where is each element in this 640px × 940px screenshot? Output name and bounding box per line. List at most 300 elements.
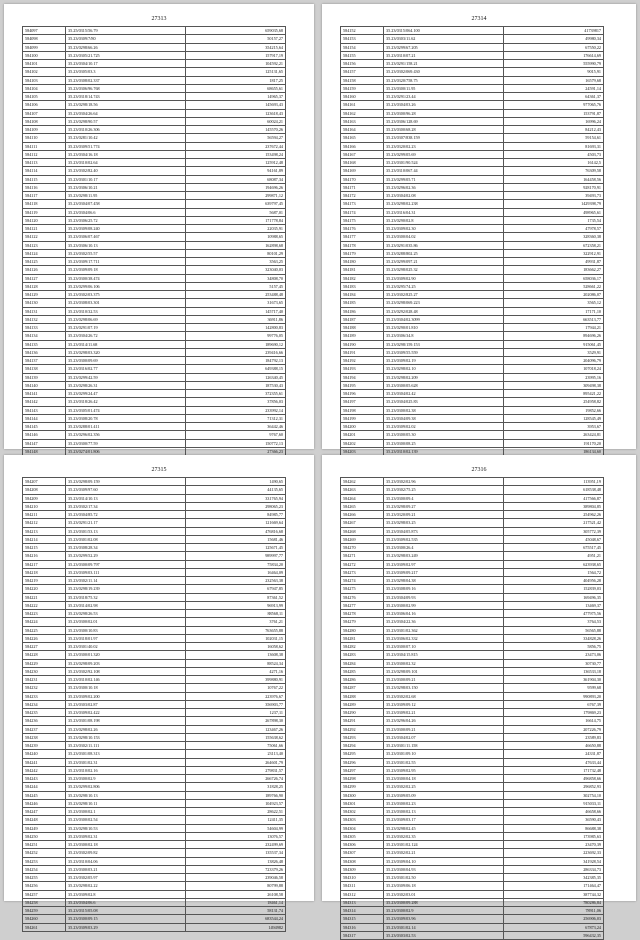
row-number-cell: 584292 [341,725,384,733]
amount-cell: 596432,35 [504,931,604,939]
code-cell: 35.23/0291/035.86 [384,241,504,249]
amount-cell: 672358,21 [504,241,604,249]
amount-cell: 309498,38 [504,381,604,389]
row-number-cell: 584275 [341,585,384,593]
code-cell: 35.23/0300/05.628 [384,381,504,389]
amount-cell: 989997,77 [186,552,286,560]
code-cell: 35.23/0296/02.36 [384,183,504,191]
table-row [341,552,604,560]
code-cell: 35.23/0302/75.25 [384,486,504,494]
table-row [341,249,604,257]
code-cell: 35.23/0300/02.13 [384,808,504,816]
row-number-cell: 584265 [341,502,384,510]
code-cell: 35.23/0304/85.72 [66,511,186,519]
code-cell: 35.23/0309/03.29 [66,923,186,931]
table-row [23,258,286,266]
amount-cell: 31673,65 [186,299,286,307]
code-cell: 35.23/0300/05.30 [384,431,504,439]
row-number-cell: 584213 [23,527,66,535]
row-number-cell: 584101 [23,60,66,68]
amount-cell: 1429398,79 [504,200,604,208]
amount-cell: 302754,10 [504,791,604,799]
amount-cell: 1564,72 [504,568,604,576]
code-cell: 35.23/0300/02.38 [384,406,504,414]
row-number-cell: 584315 [341,915,384,923]
table-row [341,577,604,585]
table-row [341,511,604,519]
row-number-cell: 584244 [23,783,66,791]
table-row [23,159,286,167]
row-number-cell: 584104 [23,84,66,92]
row-number-cell: 584123 [23,241,66,249]
row-number-cell: 584134 [23,332,66,340]
table-row [341,733,604,741]
row-number-cell: 584175 [341,216,384,224]
code-cell: 35.23/0304/15.815 [384,651,504,659]
code-cell: 35.23/0310/04.06 [66,857,186,865]
code-cell: 35.23/0310/32.53 [66,307,186,315]
code-cell: 35.23/0309/03.17 [384,816,504,824]
amount-cell: 128545,49 [504,414,604,422]
row-number-cell: 584200 [341,423,384,431]
table-row [341,717,604,725]
table-row [23,486,286,494]
row-number-cell: 584167 [341,150,384,158]
code-cell: 35.23/0309/7/80 [66,35,186,43]
table-row [23,225,286,233]
row-number-cell: 584305 [341,832,384,840]
amount-cell: 36911,86 [186,315,286,323]
row-number-cell: 584178 [341,241,384,249]
code-cell: 35.23/0304/02.3099 [384,315,504,323]
code-cell: 35.23/0301/11.158 [384,742,504,750]
amount-cell: 659035,68 [186,27,286,35]
code-cell: 35.23/0301/02.55 [384,758,504,766]
table-row [23,101,286,109]
amount-cell: 334828,26 [504,634,604,642]
row-number-cell: 584098 [23,35,66,43]
amount-cell: 928170,91 [504,183,604,191]
code-cell: 35.23/0301/02.362 [384,626,504,634]
code-cell: 35.23/0300/02.54 [66,816,186,824]
code-cell: 35.23/0301/08.313 [66,750,186,758]
table-row [341,365,604,373]
code-cell: 35.23/0304/02.42 [384,390,504,398]
row-number-cell: 584294 [341,742,384,750]
page-title: 27315 [151,467,167,473]
amount-cell: 153791,87 [504,109,604,117]
row-number-cell: 584306 [341,841,384,849]
row-number-cell: 584148 [23,447,66,455]
table-row [23,709,286,717]
code-cell: 35.23/0304/06.6 [66,898,186,906]
amount-cell: 84985,77 [186,511,286,519]
amount-cell: 60024,21 [186,117,286,125]
table-row [23,667,286,675]
amount-cell: 723379,26 [186,865,286,873]
row-number-cell: 584242 [23,766,66,774]
row-number-cell: 584147 [23,439,66,447]
amount-cell: 223976,67 [186,692,286,700]
amount-cell: 4271,16 [186,667,286,675]
table-row [23,610,286,618]
row-number-cell: 584107 [23,109,66,117]
table-row [341,60,604,68]
code-cell: 35.23/0302/03.375 [66,291,186,299]
amount-cell: 223692,33 [504,849,604,857]
code-cell: 35.23/0300/02.1 [66,808,186,816]
row-number-cell: 584237 [23,725,66,733]
code-cell: 35.23/0310/02.139 [384,447,504,455]
code-cell: 35.23/0298/06.69 [66,315,186,323]
code-cell: 35.23/0306/04.16 [384,610,504,618]
amount-cell: 915033,11 [504,799,604,807]
amount-cell: 23589,83 [504,733,604,741]
code-cell: 35.23/0304/26.64 [66,109,186,117]
table-row [23,241,286,249]
table-row [23,593,286,601]
amount-cell: 64361,37 [504,93,604,101]
row-number-cell: 584247 [23,808,66,816]
table-row [23,700,286,708]
table-row [341,742,604,750]
row-number-cell: 584197 [341,398,384,406]
amount-cell: 56565,88 [504,626,604,634]
row-number-cell: 584214 [23,535,66,543]
table-row [341,216,604,224]
table-row [23,208,286,216]
row-number-cell: 584289 [341,700,384,708]
code-cell: 35.23/0298/02.209 [384,373,504,381]
table-row [23,552,286,560]
row-number-cell: 584300 [341,791,384,799]
table-row [341,643,604,651]
amount-cell: 37856,03 [186,398,286,406]
code-cell: 35.23/0300/02.32 [384,659,504,667]
amount-cell: 16614,75 [504,717,604,725]
table-row [341,43,604,51]
code-cell: 35.23/0298/02.22 [66,882,186,890]
code-cell: 35.23/0304/09.38 [384,414,504,422]
table-row [341,882,604,890]
row-number-cell: 584106 [23,101,66,109]
code-cell: 35.23/0300/09.4 [384,494,504,502]
code-cell: 35.23/0291/23.44 [384,93,504,101]
table-row [341,241,604,249]
table-row [341,357,604,365]
table-row [341,898,604,906]
amount-cell: 13826,48 [186,857,286,865]
code-cell: 35.23/0304/02.08 [384,192,504,200]
code-cell: 35.23/0298/90.57 [66,117,186,125]
table-row [23,907,286,915]
amount-cell: 36442,46 [186,423,286,431]
row-number-cell: 584191 [341,348,384,356]
code-cell: 35.23/0281/10.42 [66,134,186,142]
table-row [23,775,286,783]
code-cell: 35.23/0300/02.18 [66,841,186,849]
amount-cell: 121669,64 [186,519,286,527]
code-cell: 35.23/0303/02.53 [384,931,504,939]
code-cell: 35.23/0298/03.25 [384,519,504,527]
row-number-cell: 584138 [23,365,66,373]
table-row [23,692,286,700]
code-cell: 35.23/0298/09.159 [66,478,186,486]
amount-cell: 239046,58 [186,874,286,882]
amount-cell: 477975,56 [504,610,604,618]
code-cell: 35.23/0298/025.32 [384,266,504,274]
table-row [341,414,604,422]
code-cell: 35.23/0304/16.18 [66,150,186,158]
code-cell: 35.23/0301/02.08 [66,535,186,543]
row-number-cell: 584172 [341,192,384,200]
amount-cell: 658036,17 [504,274,604,282]
amount-cell: 894696,26 [504,332,604,340]
amount-cell: 155638,62 [186,733,286,741]
row-number-cell: 584308 [341,857,384,865]
code-cell: 35.23/0300/01.320 [66,651,186,659]
amount-cell: 23113,40 [186,750,286,758]
table-row [23,274,286,282]
amount-cell: 528661,22 [504,282,604,290]
row-number-cell: 584250 [23,832,66,840]
table-row [341,560,604,568]
code-cell: 35.23/0300/02.01 [66,618,186,626]
code-cell: 35.23/0299/52.29 [66,552,186,560]
row-number-cell: 584171 [341,183,384,191]
code-cell: 35.23/0305/03.3 [66,68,186,76]
code-cell: 35.23/0310/07.21 [384,51,504,59]
row-number-cell: 584264 [341,494,384,502]
amount-cell: 10767,22 [186,684,286,692]
row-number-cell: 584230 [23,667,66,675]
table-row [23,76,286,84]
data-table [22,26,286,481]
row-number-cell: 584188 [341,324,384,332]
amount-cell: 187530,43 [186,381,286,389]
amount-cell: 323040,03 [186,266,286,274]
row-number-cell: 584268 [341,527,384,535]
row-number-cell: 584114 [23,167,66,175]
amount-cell: 5157,45 [186,282,286,290]
amount-cell: 9599,68 [504,684,604,692]
table-row [341,519,604,527]
table-row [341,618,604,626]
table-row [23,618,286,626]
row-number-cell: 584208 [23,486,66,494]
table-row [23,381,286,389]
code-cell: 35.23/0299/24.47 [66,390,186,398]
table-row [341,117,604,125]
code-cell: 35.23/0309/09.12 [384,700,504,708]
row-number-cell: 584245 [23,791,66,799]
amount-cell: 342385,35 [504,874,604,882]
table-row [341,150,604,158]
table-row [341,709,604,717]
table-row [23,175,286,183]
code-cell: 35.23/0309/08.240 [66,225,186,233]
amount-cell: 164458,56 [504,175,604,183]
row-number-cell: 584160 [341,93,384,101]
code-cell: 35.23/0309/02.30 [384,225,504,233]
code-cell: 35.23/0302/069.430 [384,68,504,76]
code-cell: 35.23/0298/19.239 [66,585,186,593]
row-number-cell: 584277 [341,601,384,609]
table-row [23,142,286,150]
row-number-cell: 584248 [23,816,66,824]
row-number-cell: 584102 [23,68,66,76]
code-cell: 35.23/0298/03.150 [384,684,504,692]
amount-cell: 123618,43 [186,109,286,117]
table-row [341,502,604,510]
row-number-cell: 584216 [23,552,66,560]
row-number-cell: 584252 [23,849,66,857]
table-row [341,183,604,191]
table-row [23,233,286,241]
amount-cell: 107018,24 [504,365,604,373]
row-number-cell: 584249 [23,824,66,832]
code-cell: 35.23/0308/02.337 [66,76,186,84]
amount-cell: 50157,27 [186,35,286,43]
code-cell: 35.23/0304/22.36 [384,618,504,626]
row-number-cell: 584137 [23,357,66,365]
table-row [23,535,286,543]
amount-cell: 16142,5 [504,159,604,167]
code-cell: 35.23/0302/05.97 [66,874,186,882]
row-number-cell: 584290 [341,709,384,717]
row-number-cell: 584212 [23,519,66,527]
row-number-cell: 584169 [341,167,384,175]
table-row [23,544,286,552]
row-number-cell: 584221 [23,593,66,601]
table-row [341,76,604,84]
amount-cell: 253488,48 [186,291,286,299]
code-cell: 35.23/0298/069.223 [384,299,504,307]
row-number-cell: 584227 [23,643,66,651]
table-row [341,315,604,323]
code-cell: 35.23/0298/10.13 [66,791,186,799]
table-row [341,266,604,274]
amount-cell: 895421,22 [504,390,604,398]
table-row [23,898,286,906]
code-cell: 35.23/0302/03.01 [384,890,504,898]
table-row [23,43,286,51]
table-row [23,183,286,191]
code-cell: 35.23/0309/97.60 [66,486,186,494]
row-number-cell: 584210 [23,502,66,510]
table-row [23,857,286,865]
code-cell: 35.23/0318/14.743 [66,93,186,101]
code-cell: 35.23/0318/01.97 [66,634,186,642]
amount-cell: 142800,83 [186,324,286,332]
table-row [23,750,286,758]
amount-cell: 256906,03 [504,915,604,923]
row-number-cell: 584131 [23,307,66,315]
amount-cell: 152839,03 [504,585,604,593]
row-number-cell: 584141 [23,390,66,398]
amount-cell: 186134,60 [504,447,604,455]
table-row [23,783,286,791]
amount-cell: 780286,84 [504,898,604,906]
table-row [341,667,604,675]
amount-cell: 104923,57 [186,799,286,807]
row-number-cell: 584240 [23,750,66,758]
code-cell: 35.23/0304/10.17 [66,60,186,68]
row-number-cell: 584192 [341,357,384,365]
table-row [341,857,604,865]
amount-cell: 191170,20 [504,439,604,447]
row-number-cell: 584177 [341,233,384,241]
code-cell: 35.23/0300/02.23 [384,799,504,807]
row-number-cell: 584184 [341,291,384,299]
row-number-cell: 584158 [341,76,384,84]
amount-cell: 322912,91 [504,249,604,257]
table-row [341,134,604,142]
row-number-cell: 584154 [341,43,384,51]
amount-cell: 217521,42 [504,519,604,527]
row-number-cell: 584183 [341,282,384,290]
amount-cell: 4951,21 [504,552,604,560]
amount-cell: 305772,39 [504,527,604,535]
code-cell: 35.23/0309/02.422 [66,709,186,717]
table-row [341,626,604,634]
table-row [341,142,604,150]
row-number-cell: 584116 [23,183,66,191]
amount-cell: 10988,65 [186,233,286,241]
table-row [341,915,604,923]
table-row [23,134,286,142]
code-cell: 35.23/0299/67.205 [384,43,504,51]
code-cell: 35.23/0301/02.31 [66,758,186,766]
table-row [23,299,286,307]
data-table [340,26,604,481]
table-row [23,27,286,35]
code-cell: 35.23/0307/838.159 [384,134,504,142]
row-number-cell: 584203 [341,447,384,455]
table-row [341,816,604,824]
amount-cell: 331765,94 [186,494,286,502]
table-row [23,324,286,332]
code-cell: 35.23/0309/51.774 [66,142,186,150]
code-cell: 35.23/0300/04.02 [384,233,504,241]
code-cell: 35.23/0302/11.14 [66,577,186,585]
amount-cell: 54604,99 [186,824,286,832]
table-row [341,634,604,642]
code-cell: 35.23/0291/21.17 [66,519,186,527]
code-cell: 35.23/0302/02.35 [384,832,504,840]
row-number-cell: 584241 [23,758,66,766]
row-number-cell: 584189 [341,332,384,340]
code-cell: 35.23/0291/07.19 [66,324,186,332]
amount-cell: 16464,09 [186,568,286,576]
row-number-cell: 584256 [23,882,66,890]
code-cell: 35.23/0316/02.77 [66,365,186,373]
row-number-cell: 584222 [23,601,66,609]
amount-cell: 264601,79 [186,758,286,766]
amount-cell: 17171,10 [504,307,604,315]
row-number-cell: 584254 [23,865,66,873]
table-row [341,684,604,692]
amount-cell: 123467,26 [186,725,286,733]
row-number-cell: 584143 [23,406,66,414]
row-number-cell: 584128 [23,282,66,290]
table-row [341,841,604,849]
table-row [23,865,286,873]
table-row [23,651,286,659]
code-cell: 35.23/0305/21.725 [66,51,186,59]
row-number-cell: 584132 [23,315,66,323]
amount-cell: 30730,77 [504,659,604,667]
